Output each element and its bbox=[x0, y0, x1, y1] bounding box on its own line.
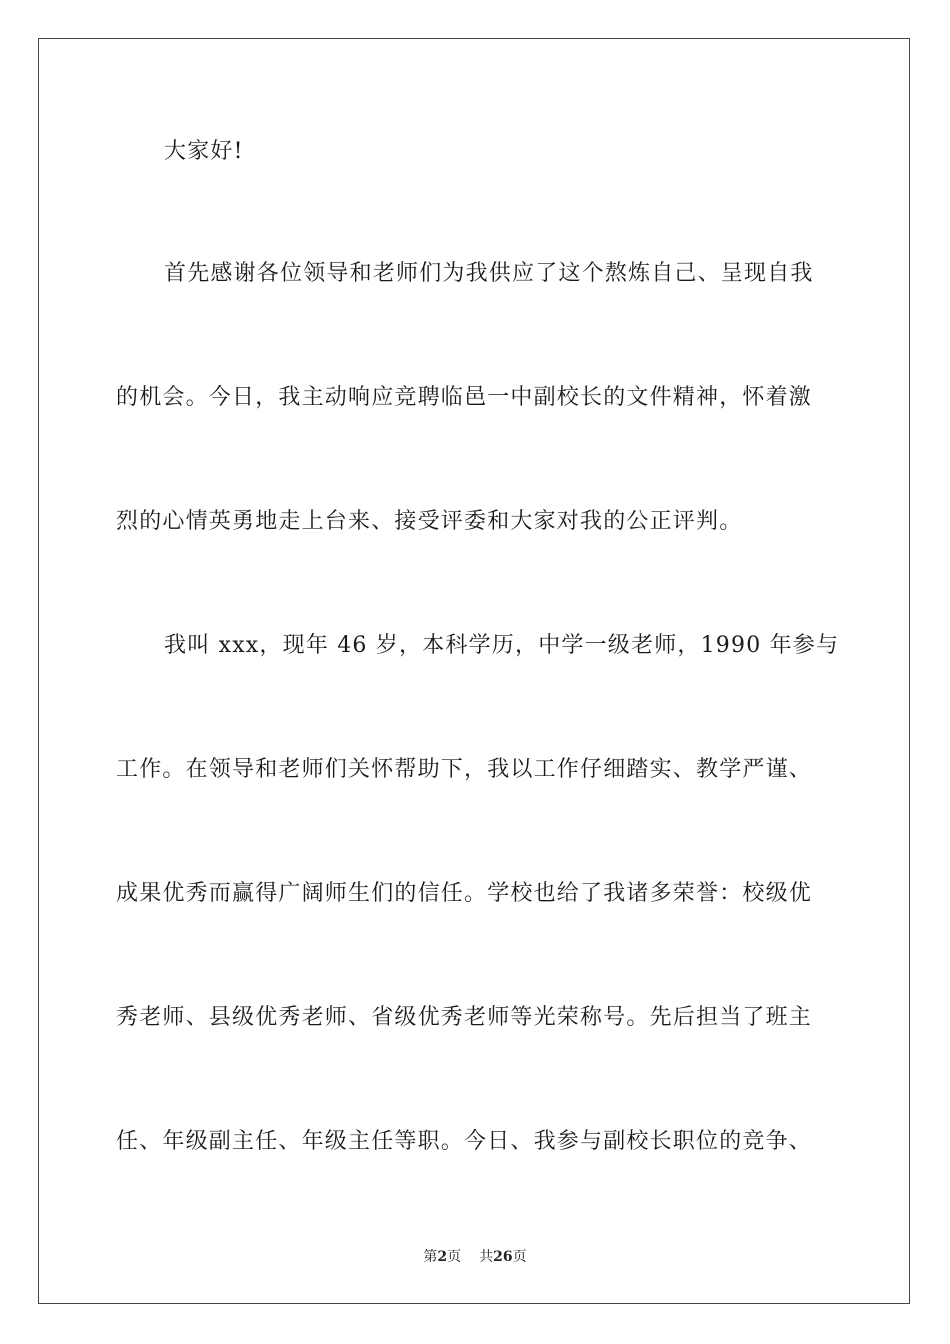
paragraph-line: 秀老师、县级优秀老师、省级优秀老师等光荣称号。先后担当了班主 bbox=[116, 1005, 813, 1030]
paragraph-line: 任、年级副主任、年级主任等职。今日、我参与副校长职位的竞争、 bbox=[116, 1129, 813, 1154]
paragraph-line: 我叫 xxx，现年 46 岁，本科学历，中学一级老师，1990 年参与 bbox=[164, 633, 840, 658]
paragraph-line: 成果优秀而赢得广阔师生们的信任。学校也给了我诸多荣誉：校级优 bbox=[116, 881, 813, 906]
total-prefix: 共 bbox=[479, 1249, 494, 1265]
page-suffix: 页 bbox=[447, 1249, 462, 1265]
greeting-line: 大家好! bbox=[164, 139, 244, 164]
page-number-footer bbox=[0, 1248, 950, 1266]
total-page-count: 26 bbox=[493, 1249, 513, 1265]
paragraph-line: 的机会。今日，我主动响应竞聘临邑一中副校长的文件精神，怀着激 bbox=[116, 385, 813, 410]
current-page-number: 2 bbox=[437, 1249, 448, 1265]
paragraph-line: 烈的心情英勇地走上台来、接受评委和大家对我的公正评判。 bbox=[116, 509, 743, 534]
page-prefix: 第 bbox=[423, 1249, 438, 1265]
paragraph-line: 工作。在领导和老师们关怀帮助下，我以工作仔细踏实、教学严谨、 bbox=[116, 757, 813, 782]
paragraph-line: 首先感谢各位领导和老师们为我供应了这个熬炼自己、呈现自我 bbox=[164, 261, 814, 286]
total-suffix: 页 bbox=[512, 1249, 527, 1265]
page-frame bbox=[38, 38, 910, 1304]
